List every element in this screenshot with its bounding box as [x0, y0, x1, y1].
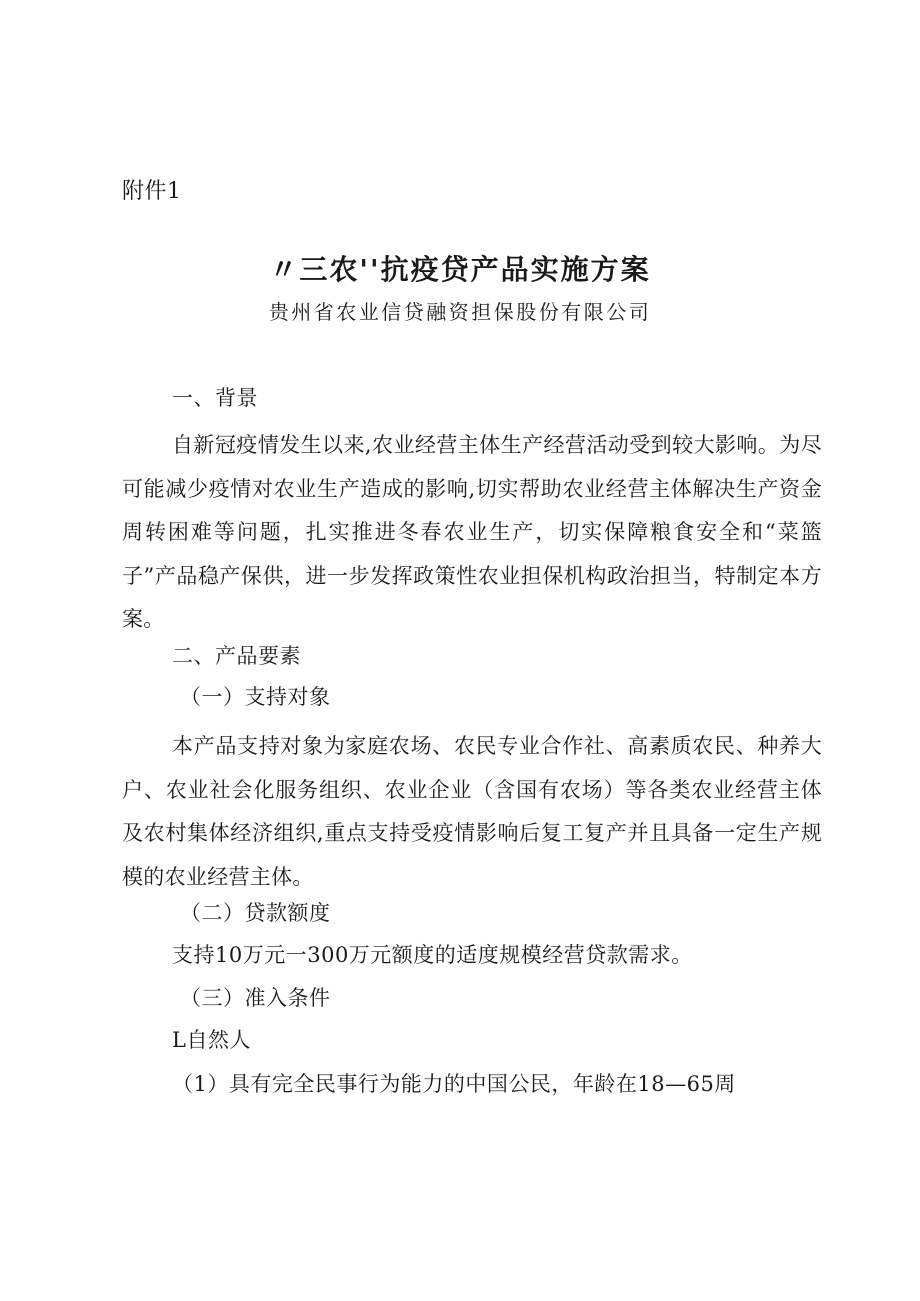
section-heading-elements: 二、产品要素 [172, 644, 301, 668]
subsection-heading-target: （一）支持对象 [180, 685, 331, 709]
annex-label: 附件1 [122, 179, 182, 204]
amount-paragraph: 支持10万元一300万元额度的适度规模经营贷款需求。 [172, 943, 693, 967]
document-title: 〃三农''抗疫贷产品实施方案 [269, 253, 651, 286]
document-subtitle: 贵州省农业信贷融资担保股份有限公司 [268, 300, 652, 324]
target-paragraph: 本产品支持对象为家庭农场、农民专业合作社、高素质农民、种养大户、农业社会化服务组织、农业企业（含国有农场）等各类农业经营主体及农村集体经济组织,重点支持受疫情影响后复工复产并且具备一定生产规模的农业经营主体。 [122, 734, 822, 889]
background-paragraph: 自新冠疫情发生以来,农业经营主体生产经营活动受到较大影响。为尽可能减少疫情对农业生产造成的影响,切实帮助农业经营主体解决生产资金周转困难等问题，扎实推进冬春农业生产，切实保障粮食安全和“菜篮子”产品稳产保供，进一步发挥政策性农业担保机构政治担当，特制定本方案。 [122, 433, 822, 631]
subsection-heading-conditions: （三）准入条件 [180, 986, 331, 1010]
condition-item-1: （1）具有完全民事行为能力的中国公民，年龄在18—65周 [172, 1072, 736, 1096]
subsection-heading-amount: （二）贷款额度 [180, 901, 331, 925]
natural-person-heading: L自然人 [172, 1028, 251, 1052]
section-heading-background: 一、背景 [172, 386, 258, 410]
